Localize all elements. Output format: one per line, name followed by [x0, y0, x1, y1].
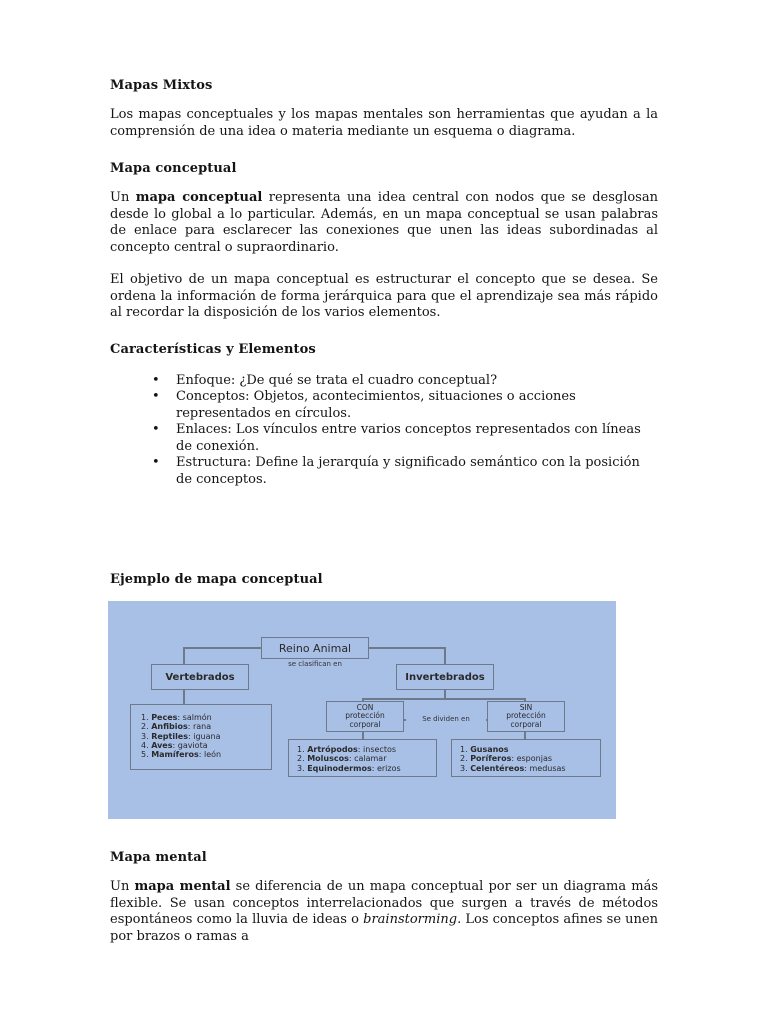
- list-item: 2. Anfibios: rana: [141, 722, 212, 732]
- p-prefix: Un: [110, 879, 135, 894]
- list-item: 2. Poríferos: esponjas: [460, 754, 553, 764]
- term-brainstorming: brainstorming: [363, 912, 458, 927]
- node-sin-list: [451, 739, 601, 777]
- section-title-caracteristicas: Características y Elementos: [110, 341, 316, 357]
- term-mapa-conceptual: mapa conceptual: [135, 190, 263, 205]
- bullet-icon: •: [152, 455, 160, 470]
- list-item: 3. Celentéreos: medusas: [460, 763, 566, 773]
- list-item: 4. Aves: gaviota: [141, 740, 208, 750]
- list-item-text: Enlaces: Los vínculos entre varios conceptos representados con líneas de conexión.: [176, 422, 641, 454]
- list-item-text: Estructura: Define la jerarquía y significado semántico con la posición de conceptos.: [176, 455, 640, 487]
- section-title-mapas-mixtos: Mapas Mixtos: [110, 78, 213, 93]
- node-vertebrados: [151, 664, 249, 690]
- caracteristicas-list: [110, 373, 658, 489]
- list-item: [110, 373, 658, 390]
- term-mapa-mental: mapa mental: [134, 879, 231, 894]
- node-label: Vertebrados: [165, 671, 235, 683]
- intro-paragraph: Los mapas conceptuales y los mapas mentales son herramientas que ayudan a la comprensión de una idea o materia mediante un esquema o diagrama.: [110, 107, 658, 139]
- list-item: 5. Mamíferos: león: [141, 750, 222, 760]
- node-reino-animal: [261, 637, 369, 659]
- link-label-se-dividen: Se dividen en: [406, 714, 486, 724]
- section-title-ejemplo: Ejemplo de mapa conceptual: [110, 572, 323, 587]
- mapa-conceptual-paragraph-1: [110, 190, 658, 256]
- bullet-icon: •: [152, 389, 160, 404]
- node-label: Reino Animal: [278, 641, 352, 655]
- mapa-mental-paragraph: [110, 879, 658, 945]
- concept-map-diagram: [108, 601, 616, 819]
- p1-rest: representa una idea central con nodos que se desglosan desde lo global a lo particular. Además, en un mapa conceptual se usan palabras de enlace para esclarecer las conexiones que unen las ideas subordinadas al concepto central o supraordinario.: [110, 190, 658, 255]
- list-item: 3. Reptiles: iguana: [141, 731, 221, 741]
- list-item: 2. Moluscos: calamar: [297, 754, 387, 764]
- list-item: 3. Equinodermos: erizos: [297, 763, 401, 773]
- list-item: 1. Peces: salmón: [141, 713, 212, 722]
- node-sin-proteccion: [487, 701, 565, 732]
- p1-prefix: Un: [110, 190, 136, 205]
- link-label-se-clasifican: se clasifican en: [288, 660, 342, 668]
- section-title-mapa-mental: Mapa mental: [110, 850, 207, 865]
- list-item: [110, 389, 658, 422]
- mapa-conceptual-paragraph-2: El objetivo de un mapa conceptual es estructurar el concepto que se desea. Se ordena la información de forma jerárquica para que el aprendizaje sea más rápido al recordar la disposición de los varios elementos.: [110, 272, 658, 320]
- list-item: [110, 455, 658, 488]
- list-item-text: Enfoque: ¿De qué se trata el cuadro conceptual?: [176, 372, 498, 388]
- node-con-list: [288, 739, 437, 777]
- node-vertebrados-list: [130, 704, 272, 770]
- node-label: SIN protección corporal: [506, 702, 546, 729]
- list-item-text: Conceptos: Objetos, acontecimientos, situaciones o acciones representados en círculos.: [176, 389, 576, 421]
- section-title-mapa-conceptual: Mapa conceptual: [110, 161, 237, 176]
- node-label: CON protección corporal: [345, 702, 385, 729]
- bullet-icon: •: [152, 372, 160, 388]
- document-body: [110, 78, 658, 488]
- mapa-mental-section: [110, 850, 658, 945]
- node-invertebrados: [396, 664, 494, 690]
- node-label: Invertebrados: [405, 671, 485, 683]
- bullet-icon: •: [152, 422, 160, 437]
- list-item: 1. Artrópodos: insectos: [297, 745, 397, 754]
- node-con-proteccion: [326, 701, 404, 732]
- list-item: 1. Gusanos: [460, 745, 509, 754]
- list-item: [110, 422, 658, 455]
- p-rest-1: se diferencia de un mapa conceptual por ser un diagrama más flexible. Se usan conceptos interrelacionados que surgen a través de métodos espontáneos como la lluvia de ideas o: [110, 879, 658, 927]
- p-rest-2: . Los conceptos afines se unen por brazos o ramas a: [110, 912, 658, 944]
